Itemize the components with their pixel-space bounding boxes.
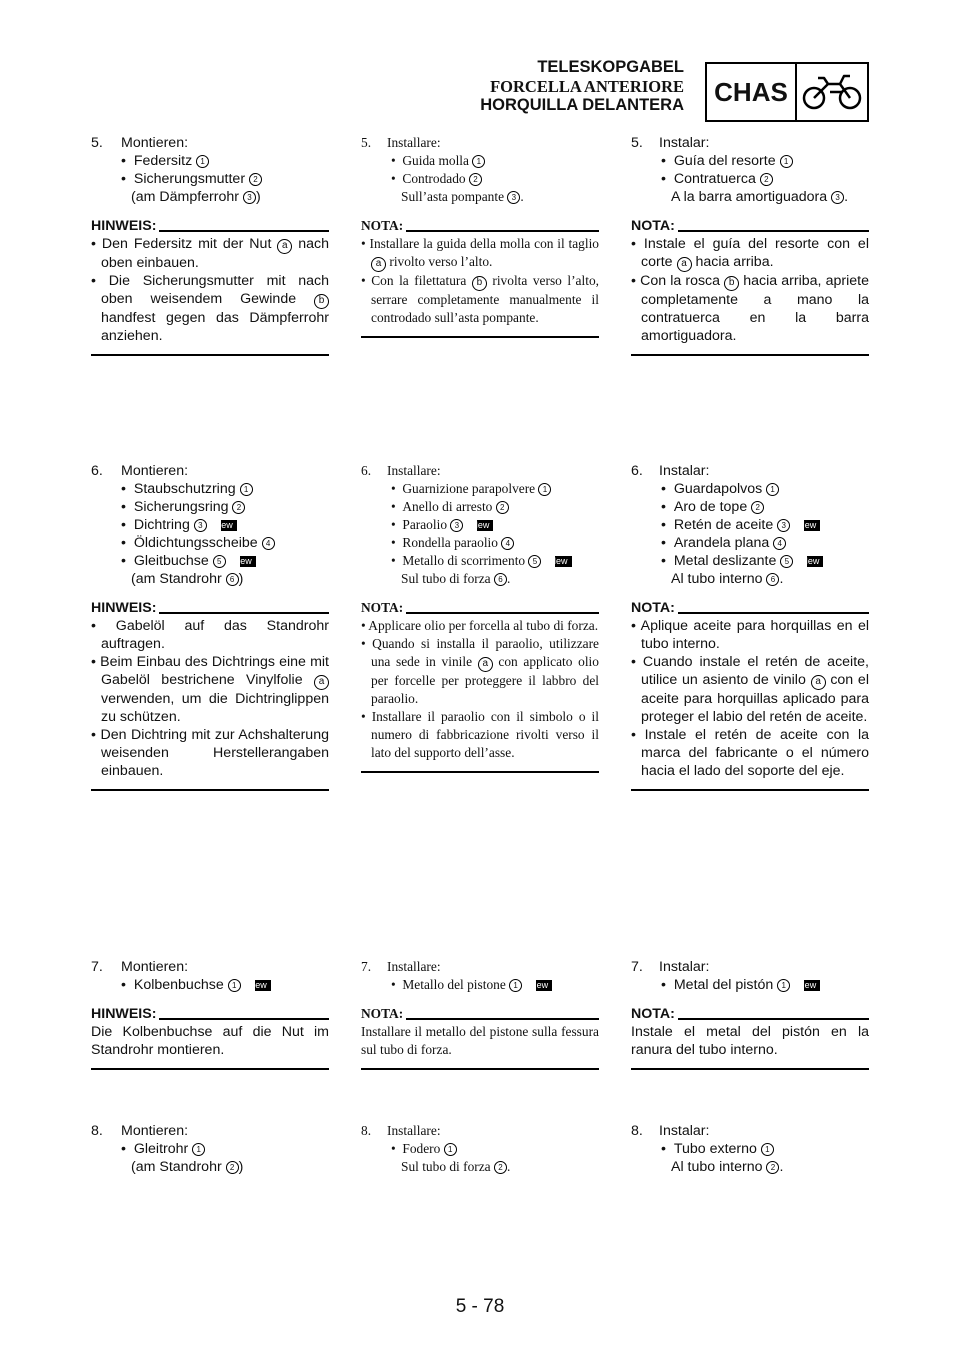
part-item: • Retén de aceite 3 New xyxy=(631,516,869,534)
note-heading: NOTA: xyxy=(361,217,599,235)
new-part-badge: New xyxy=(240,556,256,567)
step-7-it xyxy=(361,958,599,1070)
callout-marker: 3 xyxy=(450,519,463,532)
divider xyxy=(361,771,599,773)
part-item: Al tubo interno 6 . xyxy=(671,571,784,587)
part-item: • Dichtring 3 New xyxy=(91,516,329,534)
note-text: • Den Federsitz mit der Nut a nach oben einbauen. xyxy=(91,236,329,271)
divider xyxy=(159,230,329,232)
callout-marker: 5 xyxy=(213,555,226,568)
part-item: • Guía del resorte 1 xyxy=(631,152,869,170)
callout-marker: 5 xyxy=(780,555,793,568)
part-item: • Guarnizione parapolvere 1 xyxy=(361,480,599,498)
step-heading: 8. Montieren: xyxy=(91,1123,189,1139)
new-part-badge: New xyxy=(255,980,271,991)
step-5-de xyxy=(91,134,329,356)
new-part-badge: New xyxy=(804,520,820,531)
note-heading: NOTA: xyxy=(631,217,869,235)
part-item: Al tubo interno 2 . xyxy=(671,1159,784,1175)
note-text: • Instale el retén de aceite con la marca del fabricante o el número hacia el lado del soporte del eje. xyxy=(631,727,869,779)
note-text: • Quando si installa il paraolio, utilizzare una sede in vinile a con applicato olio per forcelle per proteggere il labbro del paraolio. xyxy=(361,636,599,706)
note-heading: HINWEIS: xyxy=(91,1005,329,1023)
step-heading: 8. Instalar: xyxy=(631,1123,710,1139)
header-title-it: FORCELLA ANTERIORE xyxy=(490,77,684,96)
part-item: • Paraolio 3 New xyxy=(361,516,599,534)
step-heading: 5. Montieren: xyxy=(91,135,189,151)
part-item: Sul tubo di forza 6 . xyxy=(401,571,511,586)
callout-marker: 2 xyxy=(226,1161,239,1174)
new-part-badge: New xyxy=(804,980,820,991)
part-item: • Metallo di scorrimento 5 New xyxy=(361,552,599,570)
callout-marker: 4 xyxy=(262,537,275,550)
callout-marker: 1 xyxy=(766,483,779,496)
callout-marker: 4 xyxy=(501,537,514,550)
note-heading: HINWEIS: xyxy=(91,217,329,235)
section-label: CHAS xyxy=(707,64,797,120)
divider xyxy=(406,1018,599,1020)
callout-marker: 6 xyxy=(494,573,507,586)
callout-marker: 2 xyxy=(760,173,773,186)
part-item: • Contratuerca 2 xyxy=(631,170,869,188)
note-text: • Cuando instale el retén de aceite, utilice un asiento de vinilo a con el aceite para horquillas aplicado para proteger el labio del retén de aceite. xyxy=(631,654,869,725)
new-part-badge: New xyxy=(221,520,237,531)
callout-marker: b xyxy=(724,276,739,291)
part-item: • Sicherungsring 2 xyxy=(91,498,329,516)
callout-marker: 2 xyxy=(766,1161,779,1174)
note-text: • Gabelöl auf das Standrohr auftragen. xyxy=(91,618,329,652)
part-item: • Metal deslizante 5 New xyxy=(631,552,869,570)
step-8-es xyxy=(631,1122,869,1176)
step-7-de xyxy=(91,958,329,1070)
callout-marker: 5 xyxy=(528,555,541,568)
part-item: • Tubo externo 1 xyxy=(631,1140,869,1158)
callout-marker: 3 xyxy=(194,519,207,532)
callout-marker: 6 xyxy=(226,573,239,586)
page-number: 5 - 78 xyxy=(455,1296,505,1317)
column-italian xyxy=(361,0,599,1358)
callout-marker: a xyxy=(478,657,493,672)
callout-marker: a xyxy=(314,675,329,690)
note-heading: HINWEIS: xyxy=(91,599,329,617)
step-8-it xyxy=(361,1122,599,1176)
part-item: • Metallo del pistone 1 New xyxy=(361,976,599,994)
callout-marker: 1 xyxy=(228,979,241,992)
step-8-de xyxy=(91,1122,329,1176)
note-text: • Aplique aceite para horquillas en el tubo interno. xyxy=(631,618,869,652)
new-part-badge: New xyxy=(555,556,571,567)
part-item: • Controdado 2 xyxy=(361,170,599,188)
part-item: • Sicherungsmutter 2 xyxy=(91,170,329,188)
part-item: (am Standrohr 6 ) xyxy=(131,571,244,587)
callout-marker: 1 xyxy=(538,483,551,496)
note-text: Instale el metal del pistón en la ranura del tubo interno. xyxy=(631,1024,869,1058)
divider xyxy=(91,1068,329,1070)
callout-marker: 3 xyxy=(243,191,256,204)
callout-marker: 2 xyxy=(232,501,245,514)
note-text: • Con la filettatura b rivolta verso l’alto, serrare completamente manualmente il controdado sull’asta pompante. xyxy=(361,273,599,325)
divider xyxy=(678,612,869,614)
callout-marker: 1 xyxy=(472,155,485,168)
step-heading: 7. Montieren: xyxy=(91,959,189,975)
column-spanish xyxy=(631,0,869,1358)
step-heading: 6. Instalar: xyxy=(631,463,710,479)
note-text: • Beim Einbau des Dichtrings eine mit Gabelöl bestrichene Vinylfolie a verwenden, um die Dichtringlippen zu schützen. xyxy=(91,654,329,725)
callout-marker: b xyxy=(472,276,487,291)
note-text: • Den Dichtring mit zur Achshalterung weisenden Herstellerangaben einbauen. xyxy=(91,727,329,779)
step-heading: 6. Montieren: xyxy=(91,463,189,479)
part-item: • Öldichtungsscheibe 4 xyxy=(91,534,329,552)
callout-marker: 2 xyxy=(751,501,764,514)
part-item: Sull’asta pompante 3 . xyxy=(401,189,524,204)
callout-marker: 1 xyxy=(192,1143,205,1156)
part-item: • Rondella paraolio 4 xyxy=(361,534,599,552)
callout-marker: 2 xyxy=(249,173,262,186)
divider xyxy=(406,612,599,614)
callout-marker: 6 xyxy=(766,573,779,586)
divider xyxy=(91,354,329,356)
note-heading: NOTA: xyxy=(631,599,869,617)
step-6-es xyxy=(631,462,869,791)
callout-marker: 4 xyxy=(773,537,786,550)
callout-marker: 3 xyxy=(831,191,844,204)
note-heading: NOTA: xyxy=(361,1005,599,1023)
note-text: Installare il metallo del pistone sulla fessura sul tubo di forza. xyxy=(361,1024,599,1057)
callout-marker: b xyxy=(314,294,329,309)
part-item: • Anello di arresto 2 xyxy=(361,498,599,516)
part-item: • Metal del pistón 1 New xyxy=(631,976,869,994)
part-item: (am Standrohr 2 ) xyxy=(131,1159,244,1175)
callout-marker: 1 xyxy=(761,1143,774,1156)
callout-marker: 3 xyxy=(507,191,520,204)
callout-marker: a xyxy=(277,239,292,254)
part-item: • Kolbenbuchse 1 New xyxy=(91,976,329,994)
new-part-badge: New xyxy=(807,556,823,567)
divider xyxy=(631,354,869,356)
note-text: • Instale el guía del resorte con el corte a hacia arriba. xyxy=(631,236,869,270)
part-item: • Gleitbuchse 5 New xyxy=(91,552,329,570)
header-title-de: TELESKOPGABEL xyxy=(537,58,684,76)
step-heading: 5. Instalar: xyxy=(631,135,710,151)
note-text: • Applicare olio per forcella al tubo di forza. xyxy=(361,618,599,633)
step-7-es xyxy=(631,958,869,1070)
new-part-badge: New xyxy=(477,520,493,531)
callout-marker: 2 xyxy=(494,1161,507,1174)
step-heading: 5. Installare: xyxy=(361,135,441,150)
callout-marker: a xyxy=(371,257,386,272)
column-german xyxy=(91,0,329,1358)
note-text: • Die Sicherungsmutter mit nach oben weisendem Gewinde b handfest gegen das Dämpferrohr anziehen. xyxy=(91,273,329,344)
step-6-de xyxy=(91,462,329,791)
step-5-es xyxy=(631,134,869,356)
part-item: • Arandela plana 4 xyxy=(631,534,869,552)
callout-marker: 2 xyxy=(496,501,509,514)
part-item: Sul tubo di forza 2 . xyxy=(401,1159,511,1174)
callout-marker: 1 xyxy=(196,155,209,168)
part-item: A la barra amortiguadora 3 . xyxy=(671,189,849,205)
divider xyxy=(361,1068,599,1070)
callout-marker: 1 xyxy=(240,483,253,496)
note-heading: NOTA: xyxy=(361,599,599,617)
callout-marker: 1 xyxy=(777,979,790,992)
divider xyxy=(361,336,599,338)
step-heading: 7. Instalar: xyxy=(631,959,710,975)
divider xyxy=(631,789,869,791)
step-heading: 6. Installare: xyxy=(361,463,441,478)
part-item: • Aro de tope 2 xyxy=(631,498,869,516)
part-item: • Staubschutzring 1 xyxy=(91,480,329,498)
callout-marker: a xyxy=(811,675,826,690)
note-text: Die Kolbenbuchse auf die Nut im Standrohr montieren. xyxy=(91,1024,329,1058)
divider xyxy=(159,1018,329,1020)
divider xyxy=(678,230,869,232)
part-item: • Fodero 1 xyxy=(361,1140,599,1158)
step-heading: 7. Installare: xyxy=(361,959,441,974)
note-text: • Installare la guida della molla con il taglio a rivolto verso l’alto. xyxy=(361,235,599,272)
note-text: • Con la rosca b hacia arriba, apriete completamente a mano la contratuerca en la barra amortiguadora. xyxy=(631,273,869,344)
divider xyxy=(159,612,329,614)
header-title-es: HORQUILLA DELANTERA xyxy=(480,96,684,114)
callout-marker: 2 xyxy=(469,173,482,186)
step-heading: 8. Installare: xyxy=(361,1123,441,1138)
note-text: • Installare il paraolio con il simbolo o il numero di fabbricazione rivolti verso il lato del supporto dell’asse. xyxy=(361,709,599,760)
divider xyxy=(406,230,599,232)
callout-marker: 3 xyxy=(777,519,790,532)
part-item: • Guida molla 1 xyxy=(361,152,599,170)
part-item: • Gleitrohr 1 xyxy=(91,1140,329,1158)
divider xyxy=(91,789,329,791)
divider xyxy=(631,1068,869,1070)
callout-marker: 1 xyxy=(780,155,793,168)
callout-marker: a xyxy=(677,257,692,272)
new-part-badge: New xyxy=(536,980,552,991)
step-6-it xyxy=(361,462,599,773)
part-item: • Guardapolvos 1 xyxy=(631,480,869,498)
note-heading: NOTA: xyxy=(631,1005,869,1023)
step-5-it xyxy=(361,134,599,338)
callout-marker: 1 xyxy=(444,1143,457,1156)
part-item: (am Dämpferrohr 3 ) xyxy=(131,189,261,205)
callout-marker: 1 xyxy=(509,979,522,992)
part-item: • Federsitz 1 xyxy=(91,152,329,170)
divider xyxy=(678,1018,869,1020)
